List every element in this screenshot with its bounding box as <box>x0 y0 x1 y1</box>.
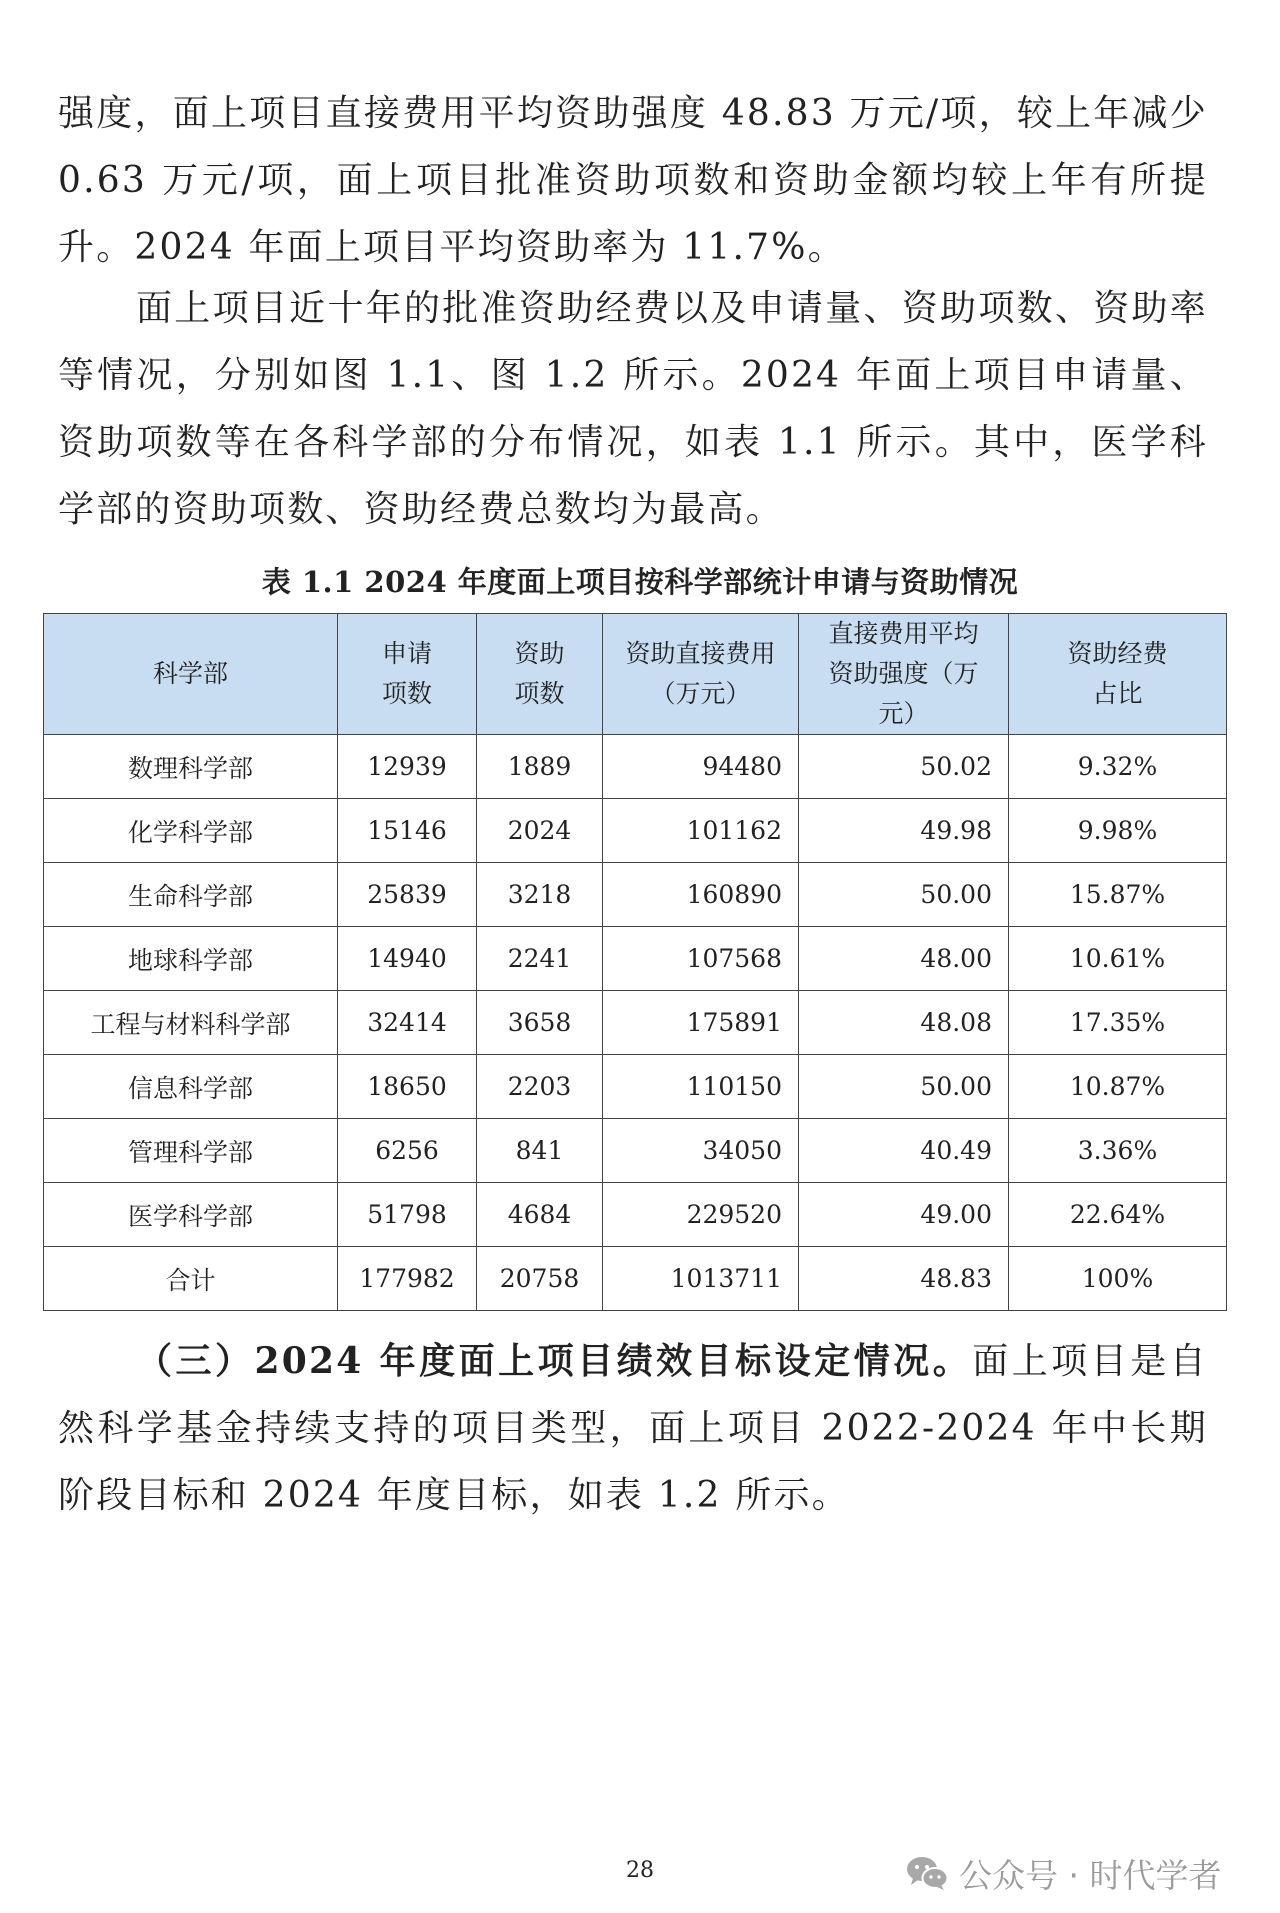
cell-direct-cost: 107568 <box>603 927 799 991</box>
cell-direct-cost: 94480 <box>603 735 799 799</box>
cell-applications: 6256 <box>338 1119 477 1183</box>
table-row <box>44 1055 1227 1119</box>
page-number: 28 <box>626 1858 654 1883</box>
distribution-paragraph: 面上项目近十年的批准资助经费以及申请量、资助项数、资助率等情况，分别如图 1.1、图 1.2 所示。2024 年面上项目申请量、资助项数等在各科学部的分布情况，如表 1.1 所示。其中，医学科学部的资助项数、资助经费总数均为最高。 <box>58 288 1208 530</box>
cell-funded: 2203 <box>477 1055 603 1119</box>
cell-applications: 25839 <box>338 863 477 927</box>
cell-department: 医学科学部 <box>44 1183 338 1247</box>
cell-funded: 3658 <box>477 991 603 1055</box>
cell-average-intensity: 48.83 <box>799 1247 1009 1311</box>
cell-average-intensity: 50.00 <box>799 1055 1009 1119</box>
intro-paragraph: 强度，面上项目直接费用平均资助强度 48.83 万元/项，较上年减少 0.63 万元/项，面上项目批准资助项数和资助金额均较上年有所提升。2024 年面上项目平均资助率为 11.7%。 <box>58 93 1208 268</box>
cell-funding-share: 10.61% <box>1009 927 1227 991</box>
watermark <box>905 1848 1221 1898</box>
cell-applications: 32414 <box>338 991 477 1055</box>
cell-funded: 2241 <box>477 927 603 991</box>
cell-funding-share: 15.87% <box>1009 863 1227 927</box>
cell-funded: 4684 <box>477 1183 603 1247</box>
cell-direct-cost: 110150 <box>603 1055 799 1119</box>
cell-funding-share: 10.87% <box>1009 1055 1227 1119</box>
cell-average-intensity: 48.00 <box>799 927 1009 991</box>
cell-department: 管理科学部 <box>44 1119 338 1183</box>
cell-funding-share: 22.64% <box>1009 1183 1227 1247</box>
cell-department: 化学科学部 <box>44 799 338 863</box>
header-funded: 资助 项数 <box>477 614 603 735</box>
cell-department: 生命科学部 <box>44 863 338 927</box>
table-row <box>44 1183 1227 1247</box>
table-header-row <box>44 614 1227 735</box>
cell-average-intensity: 50.00 <box>799 863 1009 927</box>
section-text: 面上项目是自然科学基金持续支持的项目类型，面上项目 2022-2024 年中长期阶段目标和 2024 年度目标，如表 1.2 所示。 <box>58 1341 1208 1516</box>
header-department: 科学部 <box>44 614 338 735</box>
cell-department: 工程与材料科学部 <box>44 991 338 1055</box>
cell-applications: 12939 <box>338 735 477 799</box>
cell-department: 数理科学部 <box>44 735 338 799</box>
cell-applications: 15146 <box>338 799 477 863</box>
wechat-icon <box>905 1854 949 1892</box>
table-row <box>44 735 1227 799</box>
cell-funding-share: 9.32% <box>1009 735 1227 799</box>
table-row <box>44 799 1227 863</box>
cell-funding-share: 3.36% <box>1009 1119 1227 1183</box>
funding-table <box>43 613 1227 1311</box>
section-heading: （三）2024 年度面上项目绩效目标设定情况。 <box>136 1340 973 1382</box>
cell-direct-cost: 1013711 <box>603 1247 799 1311</box>
cell-funding-share: 100% <box>1009 1247 1227 1311</box>
watermark-text: 公众号 · 时代学者 <box>959 1855 1222 1895</box>
cell-average-intensity: 48.08 <box>799 991 1009 1055</box>
cell-funded: 841 <box>477 1119 603 1183</box>
cell-funded: 1889 <box>477 735 603 799</box>
header-funding-share: 资助经费 占比 <box>1009 614 1227 735</box>
cell-average-intensity: 49.98 <box>799 799 1009 863</box>
table-row <box>44 1119 1227 1183</box>
cell-department: 地球科学部 <box>44 927 338 991</box>
cell-direct-cost: 160890 <box>603 863 799 927</box>
performance-goal-paragraph <box>58 1328 1208 1529</box>
cell-direct-cost: 175891 <box>603 991 799 1055</box>
cell-funded: 20758 <box>477 1247 603 1311</box>
table-row <box>44 991 1227 1055</box>
table-total-row <box>44 1247 1227 1311</box>
cell-applications: 18650 <box>338 1055 477 1119</box>
header-applications: 申请 项数 <box>338 614 477 735</box>
table-caption: 表 1.1 2024 年度面上项目按科学部统计申请与资助情况 <box>261 565 1019 599</box>
cell-department: 合计 <box>44 1247 338 1311</box>
cell-funded: 2024 <box>477 799 603 863</box>
cell-average-intensity: 49.00 <box>799 1183 1009 1247</box>
cell-direct-cost: 229520 <box>603 1183 799 1247</box>
cell-applications: 14940 <box>338 927 477 991</box>
cell-direct-cost: 101162 <box>603 799 799 863</box>
cell-department: 信息科学部 <box>44 1055 338 1119</box>
cell-funding-share: 17.35% <box>1009 991 1227 1055</box>
cell-funding-share: 9.98% <box>1009 799 1227 863</box>
cell-funded: 3218 <box>477 863 603 927</box>
cell-applications: 177982 <box>338 1247 477 1311</box>
cell-applications: 51798 <box>338 1183 477 1247</box>
table-row <box>44 927 1227 991</box>
header-average-intensity: 直接费用平均 资助强度（万 元） <box>799 614 1009 735</box>
header-direct-cost: 资助直接费用 （万元） <box>603 614 799 735</box>
cell-average-intensity: 40.49 <box>799 1119 1009 1183</box>
cell-direct-cost: 34050 <box>603 1119 799 1183</box>
cell-average-intensity: 50.02 <box>799 735 1009 799</box>
table-row <box>44 863 1227 927</box>
